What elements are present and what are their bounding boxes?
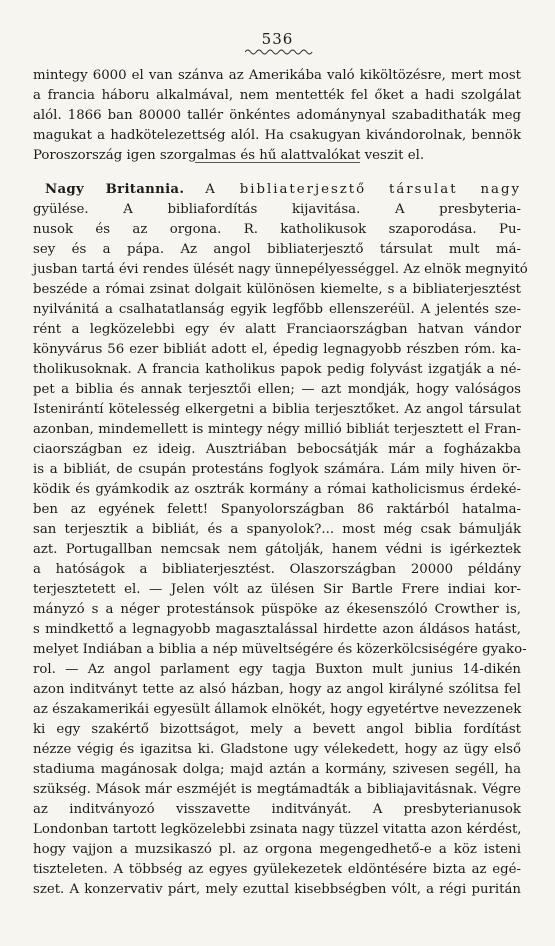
text-line: a hatóságok a bibliaterjesztést. Olaszországban 20000 példány <box>33 562 521 577</box>
text-line: mányzó s a néger protestánsok püspöke az ékesenszóló Crowther is, <box>33 602 521 617</box>
text-line: beszéde a római zsinat dolgait különösen kiemelte, s a bibliaterjesztést <box>33 282 521 297</box>
text-line: is a bibliát, de csupán protestáns foglyok számára. Lám mily hiven ör- <box>33 462 521 477</box>
text-line: szükség. Mások már eszméjét is megtámadták a bibliajavitásnak. Végre <box>33 782 521 797</box>
text-line: melyet Indiában a biblia a nép müveltségére és közerkölcsiségére gyako- <box>33 642 527 657</box>
text-line: stadiuma magánosak dolga; majd aztán a kormány, szivesen segéll, ha <box>33 762 521 777</box>
text-line: az inditványozó visszavette inditványát. A presbyterianusok <box>33 802 521 817</box>
text-line: hogy vajjon a muzsikaszó pl. az orgona megengedhető-e a köz isteni <box>33 842 521 857</box>
text-line: ki egy szakértő bizottságot, mely a bevett angol biblia fordítást <box>33 722 521 737</box>
text-line: ben az egyének felett! Spanyolországban 86 raktárból hatalma- <box>33 502 521 517</box>
text-line: s mindkettő a legnagyobb magasztalással hirdette azon áldásos hatást, <box>33 622 521 637</box>
text-line: nyilvánitá a csalhatatlanság egyik legfőbb ellenszeréül. A jelentés sze- <box>33 302 521 317</box>
text-line: sey és a pápa. Az angol bibliaterjesztő társulat mult má- <box>33 242 521 257</box>
text-line: magukat a hadkötelezettség alól. Ha csakugyan kivándorolnak, bennök <box>33 128 521 143</box>
text-line: gyülése. A bibliafordítás kijavitása. A presbyteria- <box>33 202 521 217</box>
text-line: rént a legközelebbi egy év alatt Franciaországban hatvan vándor <box>33 322 521 337</box>
text-line: a francia háboru alkalmával, nem mentették fel őket a hadi szolgálat <box>33 88 521 103</box>
text-line: Istenirántí kötelesség elkergetni a biblia terjesztőket. Az angol társulat <box>33 402 521 417</box>
text-line: tiszteleten. A többség az egyes gyülekezetek eldöntésére bizta az egé- <box>33 862 521 877</box>
heading-summary: A bibliaterjesztő társulat nagy <box>205 182 521 197</box>
text-line: azonban, mindemellett is mintegy négy millió bibliát terjesztett el Fran- <box>33 422 521 437</box>
text-line: szet. A konzervativ párt, mely ezuttal kisebbségben vólt, a régi puritán <box>33 882 521 897</box>
section-divider <box>195 162 360 163</box>
text-line: jusban tartá évi rendes ülését nagy ünnepélyességgel. Az elnök megnyitó <box>33 262 528 277</box>
text-line: könyvárus 56 ezer bibliát adott el, épedig legnagyobb részben róm. ka- <box>33 342 521 357</box>
text-line: san terjesztik a bibliát, és a spanyolok?... most még csak bámulják <box>33 522 521 537</box>
section-heading: Nagy Britannia. <box>45 182 185 197</box>
text-line: rol. — Az angol parlament egy tagja Buxton mult junius 14-dikén <box>33 662 521 677</box>
text-line: pet a biblia és annak terjesztői ellen; — azt mondják, hogy valóságos <box>33 382 521 397</box>
text-line: nusok és az orgona. R. katholikusok szaporodása. Pu- <box>33 222 521 237</box>
wavy-ornament-icon <box>245 48 313 56</box>
text-line: nézze végig és igazitsa ki. Gladstone ugy vélekedett, hogy az ügy első <box>33 742 521 757</box>
text-line: azon inditványt tette az alsó házban, hogy az angol királyné szólitsa fel <box>33 682 521 697</box>
text-line: mintegy 6000 el van szánva az Amerikába való kiköltözésre, mert most <box>33 68 521 83</box>
text-line: az északamerikái egyesült államok elnökét, hogy egyetértve nevezzenek <box>33 702 522 717</box>
text-line: ciaországban ez ideig. Ausztriában bebocsátják már a fogházakba <box>33 442 521 457</box>
text-line: tholikusoknak. A francia katholikus papok pedig folyvást izgatják a né- <box>33 362 521 377</box>
text-line: azt. Portugallban nemcsak nem gátolják, hanem védni is igérkeztek <box>33 542 521 557</box>
text-line: Poroszország igen szorgalmas és hű alattvalókat veszit el. <box>33 148 425 163</box>
text-line: terjesztetett el. — Jelen vólt az ülésen Sir Bartle Frere indiai kor- <box>33 582 521 597</box>
text-line: Londonban tartott legközelebbi zsinata nagy tüzzel vitatta azon kérdést, <box>33 822 522 837</box>
section-heading-line <box>45 180 521 200</box>
text-line: alól. 1866 ban 80000 tallér önkéntes adománynyal szabadithaták meg <box>33 108 521 123</box>
text-line: ködik és gyámkodik az osztrák kormány a római katholicismus érdeké- <box>33 482 521 497</box>
page-number: 536 <box>261 30 294 48</box>
